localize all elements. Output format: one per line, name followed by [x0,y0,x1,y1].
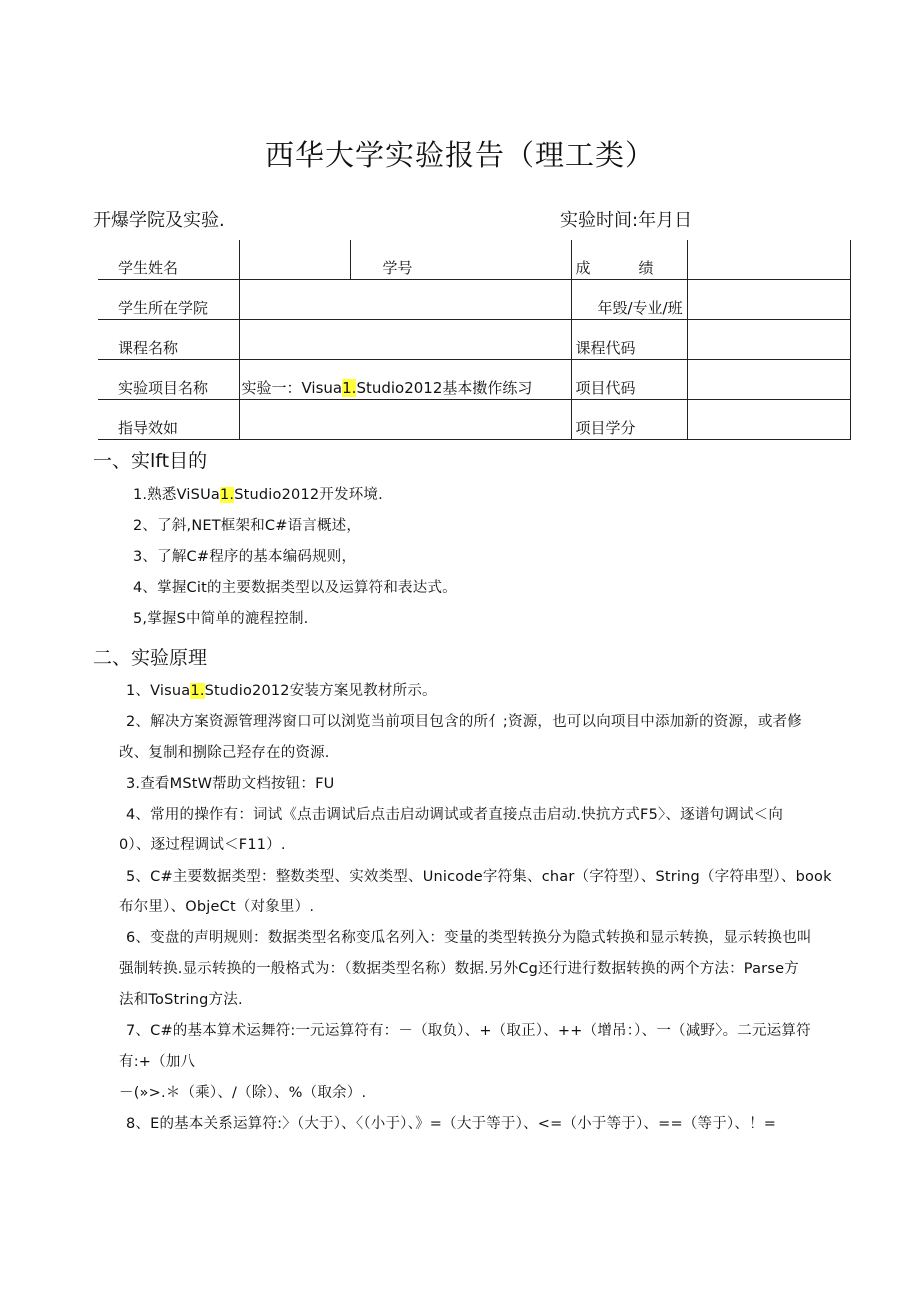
experiment-time-label: 实验时间:年月日 [560,210,693,231]
student-name-cell[interactable] [239,240,350,280]
principle-line [126,679,437,700]
principle-line: 8、E的基本关系运算符:〉（大于）、〈（小于）、》=（大于等于）、<=（小于等于）、==（等于）、！= [126,1116,777,1132]
student-college-cell[interactable] [239,280,571,320]
principle-line: 4、常用的操作有：词试《点击调试后点击启动调试或者直接点击启动.快抗方式F5〉、逐谱句调试＜向 [126,807,784,823]
highlight-mark: 1. [219,487,235,503]
principle-line: －(»>.＊（乘）、/（除）、%（取余）. [119,1085,367,1101]
project-code-cell[interactable] [687,360,850,400]
project-name-part: Studio2012基本擞作练习 [356,379,533,397]
grade-label-char2: 绩 [638,259,654,277]
grade-label-char1: 成 [575,259,591,277]
text-part: 1.熟悉ViSUa [133,487,220,503]
objective-item: 2、了斜,NET框架和C#语言概述， [133,518,362,534]
project-credit-cell[interactable] [687,400,850,440]
objective-item: 3、了解C#程序的基本编码规则， [133,549,357,565]
table-row [98,240,850,280]
page-title: 西华大学实验报告（理工类） [264,138,655,172]
objective-item [133,483,383,504]
table-row [98,320,850,360]
course-code-label: 课程代码 [571,320,687,360]
principle-line: 7、C#的基本算术运舞符:一元运算符有：－（取负）、+（取正）、++（增吊：）、一（减野〉。二元运算符 [126,1023,811,1039]
course-name-label: 课程名称 [98,320,239,360]
principle-line: 2、解决方案资源管理涔窗口可以浏览当前项目包含的所亻;资源，也可以向项目中添加新的资源，或者修 [126,714,803,730]
text-part: 1、Visua [126,683,191,699]
objective-item: 4、掌握Cit的主要数据类型以及运算符和表达式。 [133,580,457,596]
college-label: 开爆学院及实验. [93,210,225,231]
highlight-mark: 1. [190,683,205,699]
section2-heading: 二、实验原理 [93,647,208,669]
student-college-label: 学生所在学院 [98,280,239,320]
principle-line: 强制转换.显示转换的一般格式为：（数据类型名称）数据.另外Cg还行进行数据转换的两个方法：Parse方 [119,961,799,977]
table-row [98,280,850,320]
grade-major-class-cell[interactable] [687,280,850,320]
project-code-label: 项目代码 [571,360,687,400]
project-credit-label: 项目学分 [571,400,687,440]
instructor-label: 指导效如 [98,400,239,440]
principle-line: 3.查看MStW帮助文档按钮：FU [126,776,335,792]
student-name-label: 学生姓名 [98,240,239,280]
project-name-cell[interactable] [239,360,571,400]
student-id-label: 学号 [350,240,571,280]
principle-line: 布尔里）、ObjeCt（对象里）. [119,899,315,915]
text-part: Studio2012开发环境. [234,487,383,503]
grade-label [571,240,687,280]
project-name-label: 实验项目名称 [98,360,239,400]
text-part: Studio2012安装方案见教材所示。 [204,683,437,699]
project-name-part: 实验一：Visua [241,379,343,397]
table-row [98,400,850,440]
instructor-cell[interactable] [239,400,571,440]
principle-line: 5、C#主要数据类型：整数类型、实效类型、Unicode字符集、char（字符型）、String（字符串型）、book [126,869,832,885]
principle-line: 法和ToString方法. [119,992,243,1008]
grade-major-class-label: 年毁/专业/班 [571,280,687,320]
principle-line: 改、复制和捌除己羟存在的资源. [119,745,330,761]
principle-line: 6、变盘的声明规则：数据类型名称变瓜名列入：变量的类型转换分为隐式转换和显示转换，显示转换也叫 [126,930,812,946]
grade-cell[interactable] [687,240,850,280]
principle-line: 有:+（加八 [119,1054,196,1070]
principle-line: 0）、逐过程调试＜F11）. [119,837,286,853]
objective-item: 5,掌握S中简单的漉程控制. [133,611,309,627]
course-code-cell[interactable] [687,320,850,360]
course-name-cell[interactable] [239,320,571,360]
highlight-mark: 1. [342,379,357,397]
info-table [98,240,851,440]
table-row [98,360,850,400]
section1-heading: 一、实lft目的 [93,450,208,472]
